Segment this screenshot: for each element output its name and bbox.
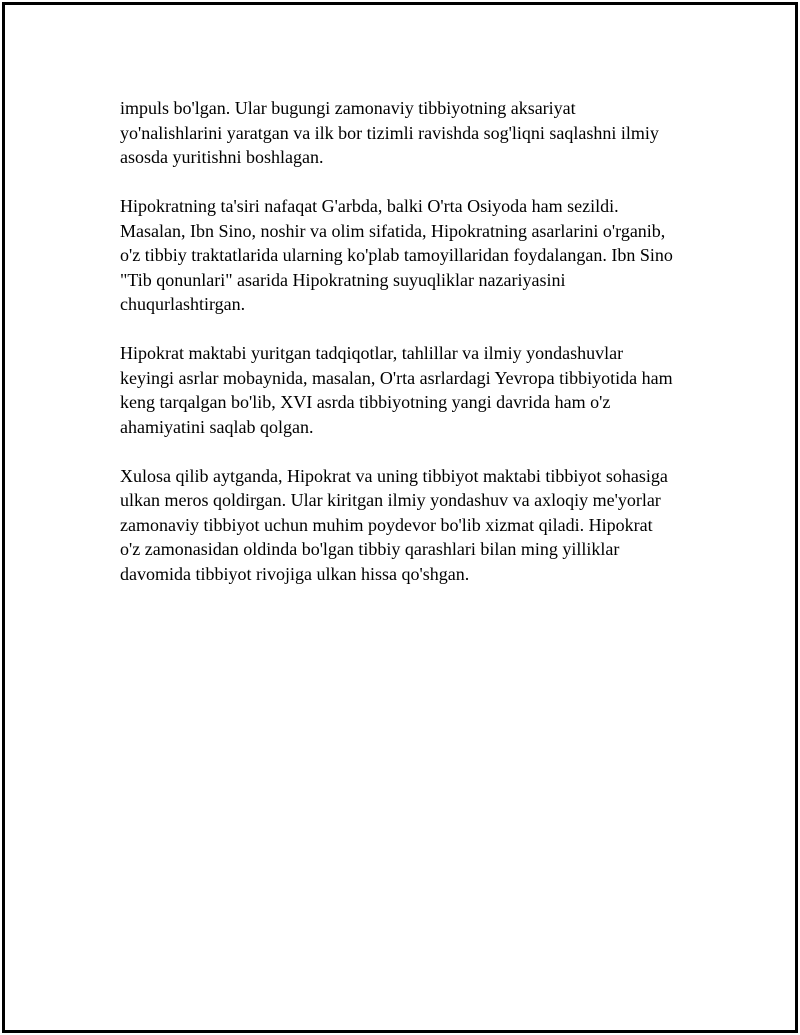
text-line: "Tib qonunlari" asarida Hipokratning suyuqliklar nazariyasini <box>120 269 566 290</box>
text-line: asosda yuritishni boshlagan. <box>120 147 324 167</box>
paragraph-2 <box>120 194 710 317</box>
text-line: o'z zamonasidan oldinda bo'lgan tibbiy qarashlari bilan ming yilliklar <box>120 539 620 559</box>
paragraph-4 <box>120 464 710 587</box>
document-page <box>2 2 798 1033</box>
text-line: o'z tibbiy traktatlarida ularning ko'plab tamoyillaridan foydalangan. Ibn Sino <box>120 245 673 265</box>
text-line: ulkan meros qoldirgan. Ular kiritgan ilmiy yondashuv va axloqiy me'yorlar <box>120 490 661 510</box>
text-line: chuqurlashtirgan. <box>120 294 246 314</box>
text-line: ahamiyatini saqlab qolgan. <box>120 416 314 437</box>
paragraph-3 <box>120 341 710 439</box>
text-line: impuls bo'lgan. Ular bugungi zamonaviy tibbiyotning aksariyat <box>120 98 576 118</box>
text-line: Hipokrat maktabi yuritgan tadqiqotlar, tahlillar va ilmiy yondashuvlar <box>120 343 624 363</box>
text-line: davomida tibbiyot rivojiga ulkan hissa qo'shgan. <box>120 563 470 584</box>
text-line: Masalan, Ibn Sino, noshir va olim sifatida, Hipokratning asarlarini o'rganib, <box>120 220 666 241</box>
text-line: keng tarqalgan bo'lib, XVI asrda tibbiyotning yangi davrida ham o'z <box>120 392 611 412</box>
text-line: Xulosa qilib aytganda, Hipokrat va uning tibbiyot maktabi tibbiyot sohasiga <box>120 465 668 486</box>
paragraph-1 <box>120 96 710 170</box>
text-line: yo'nalishlarini yaratgan va ilk bor tizimli ravishda sog'liqni saqlashni ilmiy <box>120 122 659 143</box>
text-line: zamonaviy tibbiyot uchun muhim poydevor bo'lib xizmat qiladi. Hipokrat <box>120 514 653 535</box>
document-body <box>120 96 710 611</box>
text-line: Hipokratning ta'siri nafaqat G'arbda, balki O'rta Osiyoda ham sezildi. <box>120 196 619 216</box>
text-line: keyingi asrlar mobaynida, masalan, O'rta asrlardagi Yevropa tibbiyotida ham <box>120 367 673 388</box>
